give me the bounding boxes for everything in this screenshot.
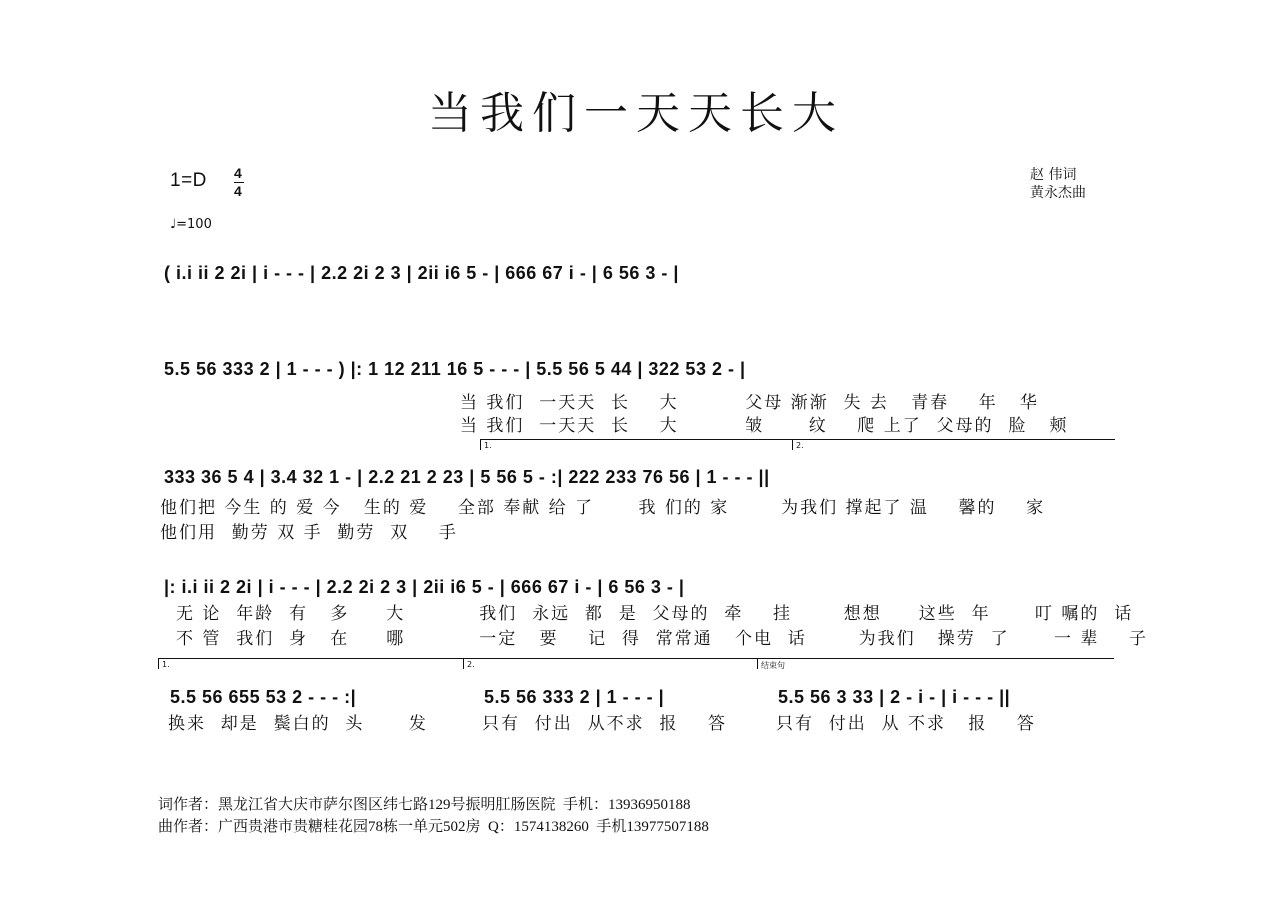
meter-denominator: 4: [234, 183, 242, 199]
meter-numerator: 4: [234, 165, 242, 181]
system5-lyrics-ending1: 换来 却是 鬓白的 头 发: [168, 714, 428, 734]
system4-lyrics-verse1: 无 论 年龄 有 多 大 我们 永远 都 是 父母的 牵 挂 想想 这些 年 叮 嘱的 话: [176, 604, 1134, 624]
system5-notes-ending2: 5.5 56 333 2 | 1 - - - |: [484, 687, 665, 707]
system5-volta-1: 1.: [158, 658, 463, 669]
system5-coda-bracket: 结束句: [757, 658, 1114, 669]
system4-lyrics-verse2: 不 管 我们 身 在 哪 一定 要 记 得 常常通 个电 话 为我们 操劳 了 一 辈 子: [176, 629, 1149, 649]
system5-volta-2: 2.: [463, 658, 757, 669]
system1-notes: ( i.i ii 2 2i | i - - - | 2.2 2i 2 3 | 2ii i6 5 - | 666 67 i - | 6 56 3 - |: [164, 263, 679, 283]
composer-credit: 黄永杰曲: [1030, 185, 1086, 201]
system5-notes-coda: 5.5 56 3 33 | 2 - i - | i - - - ||: [778, 687, 1011, 707]
tempo-marking: ♩=100: [170, 217, 212, 232]
system3-volta-2: 2.: [792, 439, 1115, 450]
system3-volta-1: 1.: [480, 439, 793, 450]
system3-lyrics-verse2: 他们用 勤劳 双 手 勤劳 双 手: [160, 523, 458, 543]
footer-composer-info: 曲作者：广西贵港市贵糖桂花园78栋一单元502房 Q：1574138260 手机13977507188: [158, 819, 709, 835]
key-signature: 1=D: [170, 170, 207, 191]
system2-lyrics-verse1: 当 我们 一天天 长 大 父母 渐渐 失 去 青春 年 华: [460, 393, 1039, 413]
system3-notes: 333 36 5 4 | 3.4 32 1 - | 2.2 21 2 23 | 5 56 5 - :| 222 233 76 56 | 1 - - - ||: [164, 467, 770, 487]
system4-notes: |: i.i ii 2 2i | i - - - | 2.2 2i 2 3 | 2ii i6 5 - | 666 67 i - | 6 56 3 - |: [164, 577, 685, 597]
system3-lyrics-verse1: 他们把 今生 的 爱 今 生的 爱 全部 奉献 给 了 我 们的 家 为我们 撑起了 温 馨的 家: [160, 498, 1046, 518]
system5-lyrics-ending2: 只有 付出 从不求 报 答: [482, 714, 728, 734]
footer-lyricist-info: 词作者：黑龙江省大庆市萨尔图区纬七路129号振明肛肠医院 手机：13936950188: [158, 797, 691, 813]
system5-lyrics-coda: 只有 付出 从 不求 报 答: [776, 714, 1036, 734]
score-title: 当我们一天天长大: [428, 88, 844, 139]
system2-lyrics-verse2: 当 我们 一天天 长 大 皱 纹 爬 上了 父母的 脸 颊: [460, 416, 1069, 436]
system2-notes: 5.5 56 333 2 | 1 - - - ) |: 1 12 211 16 5 - - - | 5.5 56 5 44 | 322 53 2 - |: [164, 359, 746, 379]
system5-notes-ending1: 5.5 56 655 53 2 - - - :|: [170, 687, 357, 707]
lyricist-credit: 赵 伟词: [1030, 167, 1077, 183]
